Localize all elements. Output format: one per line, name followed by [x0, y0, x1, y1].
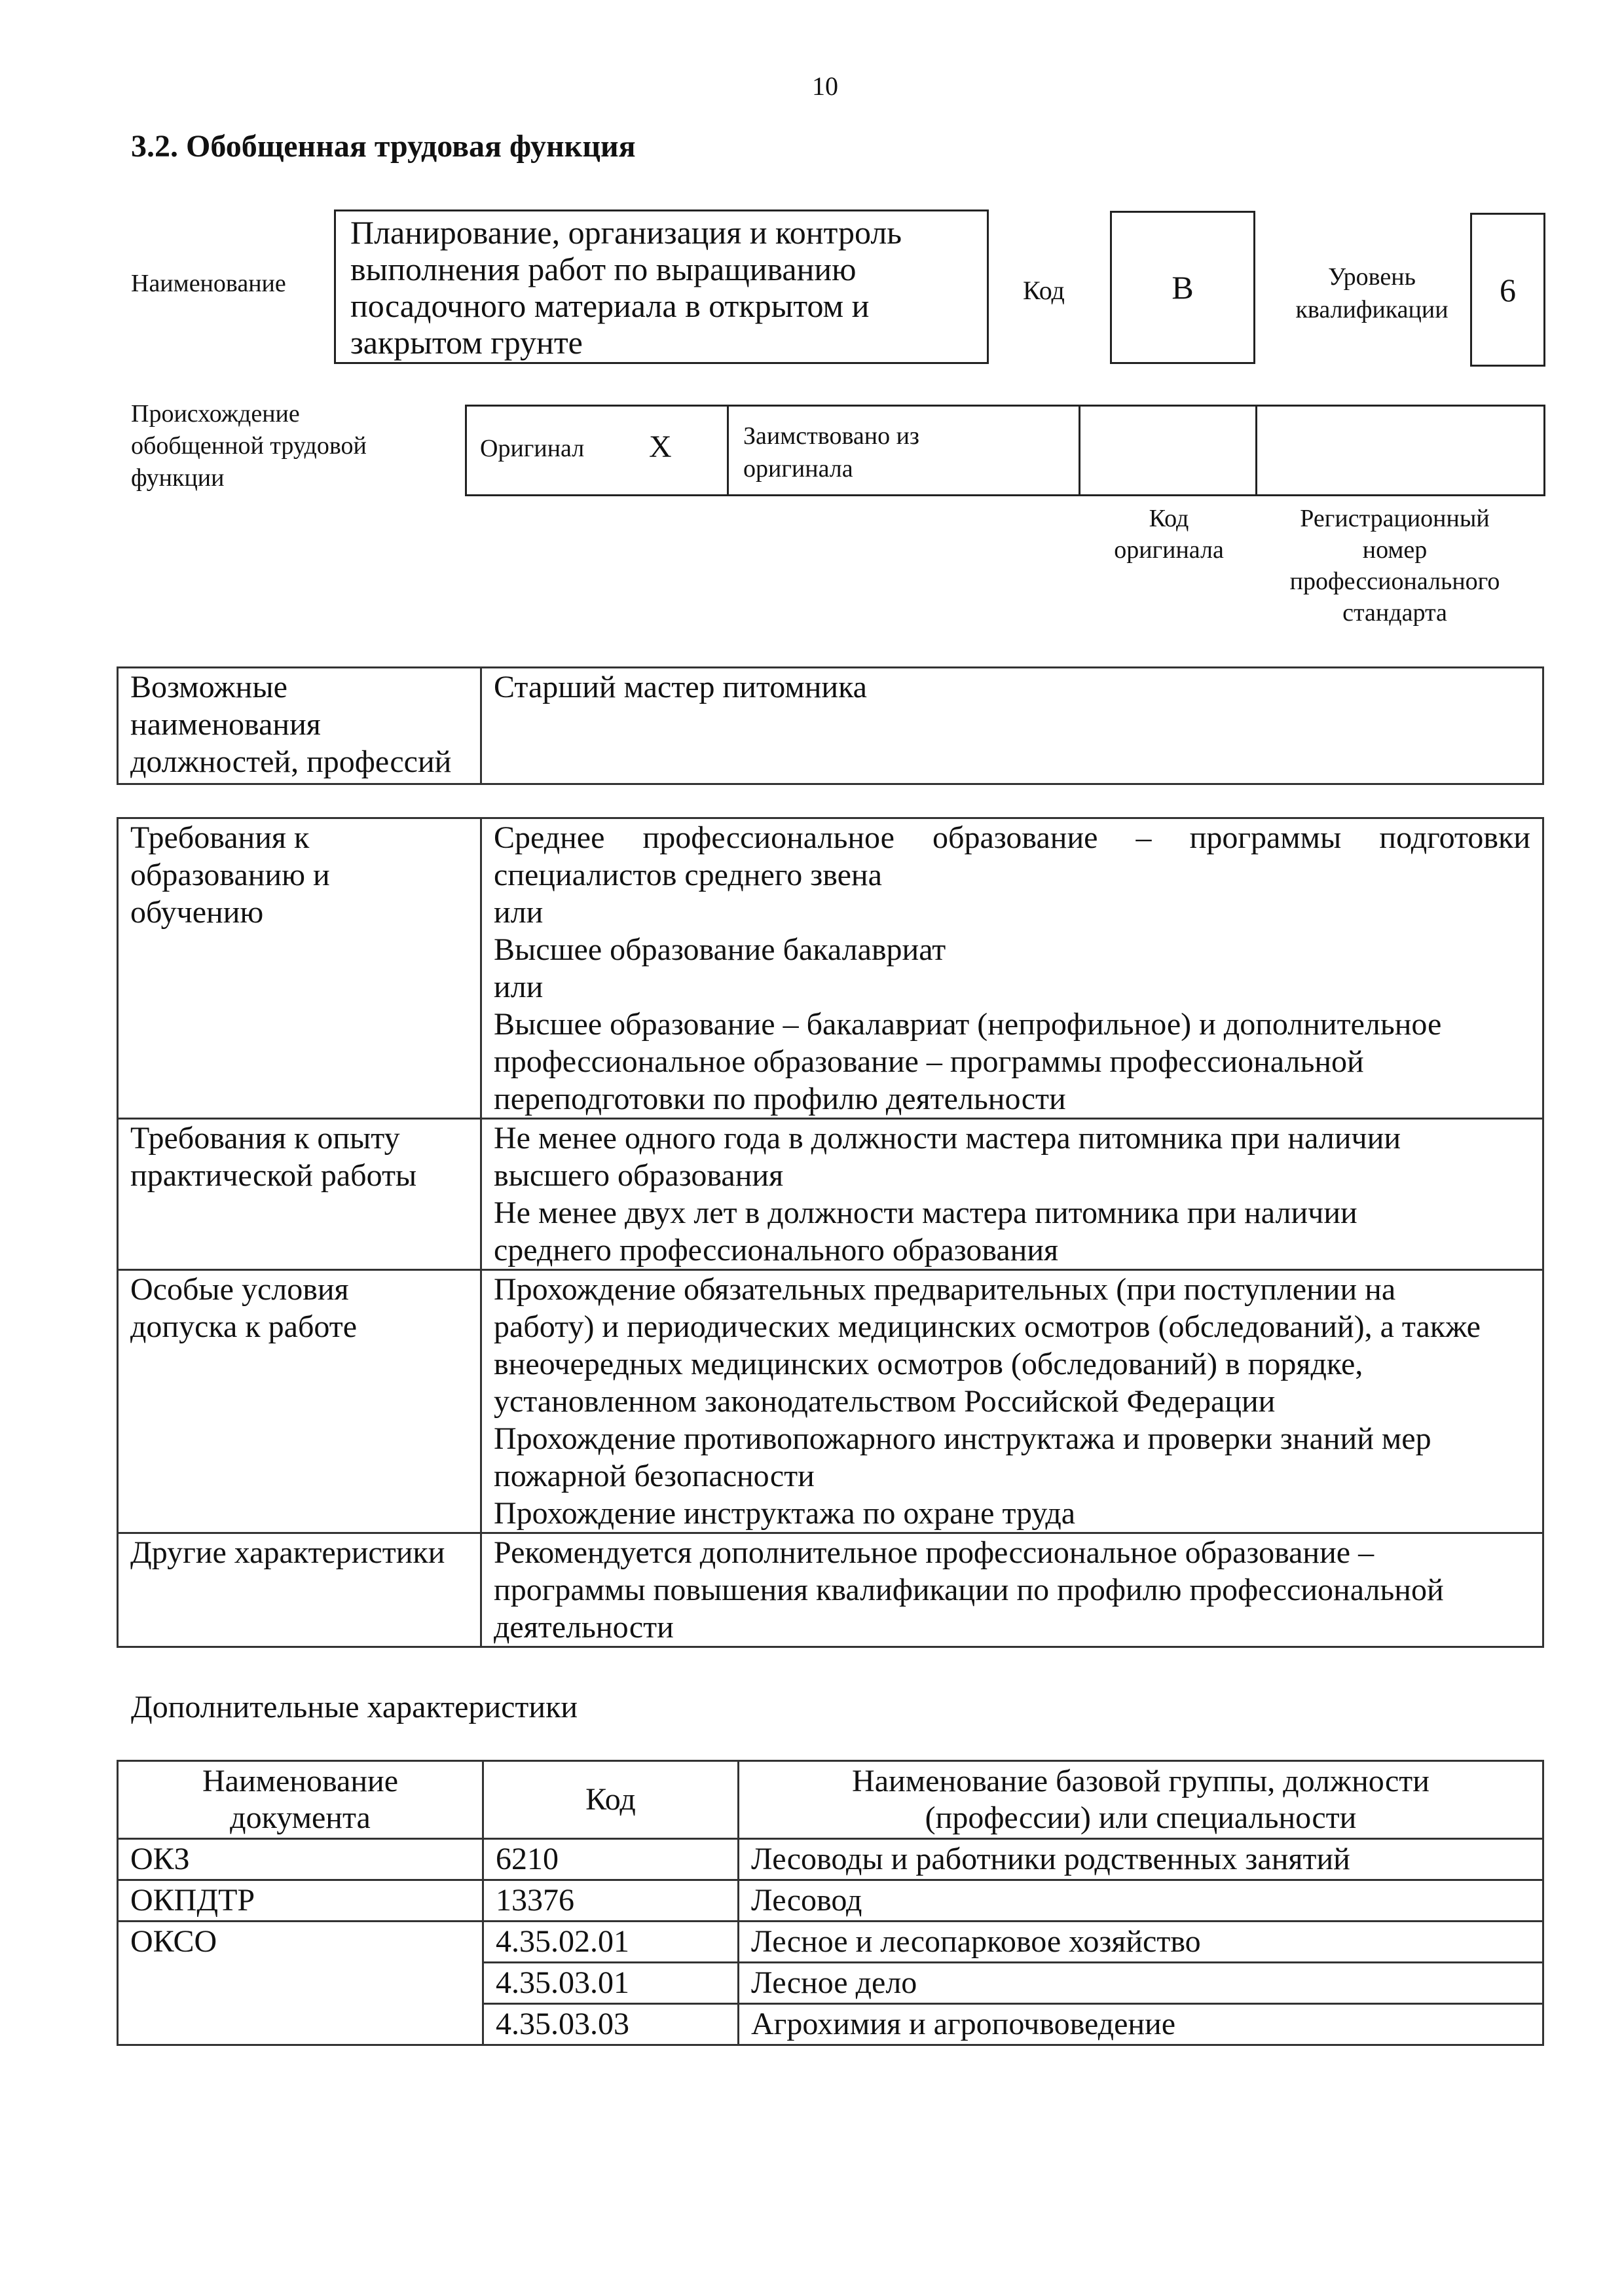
- requirement-label: [118, 818, 481, 1119]
- requirement-value-line: Высшее образование бакалавриат: [494, 932, 946, 967]
- original-cell: [467, 407, 729, 494]
- requirement-value-line: пожарной безопасности: [494, 1459, 815, 1493]
- registration-number-cell: [1257, 407, 1545, 494]
- registration-number-caption: [1264, 503, 1526, 629]
- registration-number-caption-line: профессионального: [1289, 568, 1500, 595]
- code-label: Код: [1023, 276, 1065, 305]
- origin-label-line: Происхождение: [131, 400, 300, 428]
- function-name-line: посадочного материала в открытом и: [350, 287, 870, 324]
- borrowed-label: [743, 420, 919, 485]
- requirement-value: [481, 1270, 1543, 1533]
- row-code: 4.35.03.01: [483, 1963, 739, 2004]
- row-name: Лесное дело: [739, 1963, 1543, 2004]
- row-document: ОКПДТР: [118, 1880, 483, 1922]
- code-box: [1110, 211, 1255, 364]
- row-code: 13376: [483, 1880, 739, 1922]
- requirement-label-line: Требования к опыту: [130, 1121, 400, 1156]
- positions-table: [117, 666, 1544, 785]
- name-label: Наименование: [131, 270, 286, 297]
- requirement-label: [118, 1270, 481, 1533]
- table-row: [118, 1839, 1543, 1880]
- requirement-value-line: Высшее образование – бакалавриат (непрофильное) и дополнительное: [494, 1007, 1442, 1042]
- function-name-box: [334, 210, 989, 364]
- extra-table-header: [118, 1761, 1543, 1839]
- extra-caption: Дополнительные характеристики: [131, 1690, 578, 1724]
- extra-table: [117, 1760, 1544, 2046]
- header-document: [118, 1761, 483, 1839]
- requirement-value-line: Среднее профессиональное образование – программы подготовки: [494, 820, 1530, 855]
- requirement-value: [481, 1533, 1543, 1647]
- positions-value: Старший мастер питомника: [481, 668, 1543, 784]
- function-name-line: Планирование, организация и контроль: [350, 214, 902, 251]
- original-code-caption-line: оригинала: [1114, 536, 1224, 564]
- qualification-level-value: 6: [1500, 271, 1516, 308]
- registration-number-caption-line: стандарта: [1342, 599, 1447, 627]
- qualification-label-line: квалификации: [1295, 296, 1449, 323]
- requirement-row-special-conditions: [118, 1270, 1543, 1533]
- qualification-label: [1274, 261, 1470, 326]
- requirement-row-education: [118, 818, 1543, 1119]
- row-name: Лесоводы и работники родственных занятий: [739, 1839, 1543, 1880]
- code-value: В: [1172, 269, 1194, 306]
- requirement-value-line: Рекомендуется дополнительное профессиональное образование –: [494, 1535, 1375, 1570]
- header-base-group: [739, 1761, 1543, 1839]
- original-code-caption-line: Код: [1149, 505, 1189, 532]
- requirement-label-line: обучению: [130, 895, 264, 930]
- row-code: 6210: [483, 1839, 739, 1880]
- header-document-line: Наименование: [202, 1764, 399, 1798]
- requirement-label-line: образованию и: [130, 858, 330, 892]
- requirement-value-line: установленном законодательством Российской Федерации: [494, 1384, 1276, 1419]
- requirement-value-line: Прохождение противопожарного инструктажа и проверки знаний мер: [494, 1421, 1431, 1456]
- requirement-label: [118, 1119, 481, 1270]
- requirements-table: [117, 817, 1544, 1648]
- original-code-caption: [1077, 503, 1261, 566]
- original-code-cell: [1080, 407, 1257, 494]
- header-code: Код: [483, 1761, 739, 1839]
- positions-row: [118, 668, 1543, 784]
- requirement-value-line: программы повышения квалификации по профилю профессиональной: [494, 1573, 1444, 1607]
- requirement-value-line: внеочередных медицинских осмотров (обследований) в порядке,: [494, 1347, 1363, 1381]
- original-label: Оригинал: [480, 435, 585, 462]
- requirement-label-line: практической работы: [130, 1158, 417, 1193]
- registration-number-caption-line: номер: [1362, 536, 1428, 564]
- origin-row: [465, 405, 1545, 496]
- origin-label-line: функции: [131, 464, 225, 492]
- positions-label-line: наименования: [130, 707, 321, 742]
- requirement-label-line: Требования к: [130, 820, 310, 855]
- function-name-line: выполнения работ по выращиванию: [350, 251, 857, 287]
- requirement-value-line: специалистов среднего звена: [494, 858, 882, 892]
- header-document-line: документа: [230, 1800, 371, 1835]
- page-number: 10: [812, 71, 838, 101]
- borrowed-label-line: оригинала: [743, 455, 853, 483]
- requirement-value: [481, 818, 1543, 1119]
- table-row: [118, 1922, 1543, 1963]
- requirement-label-line: допуска к работе: [130, 1309, 358, 1344]
- row-document: ОКЗ: [118, 1839, 483, 1880]
- requirement-value-line: или: [494, 895, 544, 930]
- requirement-value-line: Не менее двух лет в должности мастера питомника при наличии: [494, 1195, 1357, 1230]
- requirement-value-line: работу) и периодических медицинских осмотров (обследований), а также: [494, 1309, 1481, 1344]
- row-name: Лесное и лесопарковое хозяйство: [739, 1922, 1543, 1963]
- borrowed-label-line: Заимствовано из: [743, 422, 919, 450]
- origin-label-line: обобщенной трудовой: [131, 432, 367, 460]
- row-name: Агрохимия и агропочвоведение: [739, 2004, 1543, 2045]
- requirement-value-line: Прохождение инструктажа по охране труда: [494, 1496, 1076, 1531]
- header-base-group-line: Наименование базовой группы, должности: [852, 1764, 1430, 1798]
- header-base-group-line: (профессии) или специальности: [925, 1800, 1357, 1835]
- borrowed-cell: [729, 407, 1080, 494]
- section-title: 3.2. Обобщенная трудовая функция: [131, 129, 636, 164]
- requirement-value-line: высшего образования: [494, 1158, 784, 1193]
- requirement-value-line: переподготовки по профилю деятельности: [494, 1082, 1066, 1116]
- requirement-value-line: среднего профессионального образования: [494, 1233, 1059, 1267]
- positions-label-line: должностей, профессий: [130, 744, 452, 779]
- row-code: 4.35.02.01: [483, 1922, 739, 1963]
- row-name: Лесовод: [739, 1880, 1543, 1922]
- table-row: [118, 1880, 1543, 1922]
- original-mark: X: [649, 429, 672, 464]
- requirement-value-line: деятельности: [494, 1610, 674, 1645]
- requirement-value-line: Не менее одного года в должности мастера питомника при наличии: [494, 1121, 1401, 1156]
- qualification-label-line: Уровень: [1328, 263, 1416, 291]
- requirement-label-line: Другие характеристики: [130, 1535, 445, 1570]
- requirement-row-experience: [118, 1119, 1543, 1270]
- requirement-label-line: Особые условия: [130, 1272, 349, 1307]
- requirement-value: [481, 1119, 1543, 1270]
- function-name-line: закрытом грунте: [350, 324, 583, 361]
- qualification-level-box: [1470, 213, 1545, 367]
- positions-label-line: Возможные: [130, 670, 287, 704]
- origin-label: [131, 398, 406, 494]
- requirement-row-other: [118, 1533, 1543, 1647]
- row-code: 4.35.03.03: [483, 2004, 739, 2045]
- requirement-value-line: или: [494, 970, 544, 1004]
- requirement-label: [118, 1533, 481, 1647]
- requirement-value-line: Прохождение обязательных предварительных (при поступлении на: [494, 1272, 1396, 1307]
- registration-number-caption-line: Регистрационный: [1300, 505, 1490, 532]
- requirement-value-line: профессиональное образование – программы профессиональной: [494, 1044, 1364, 1079]
- row-document: ОКСО: [118, 1922, 483, 2045]
- positions-label: [118, 668, 481, 784]
